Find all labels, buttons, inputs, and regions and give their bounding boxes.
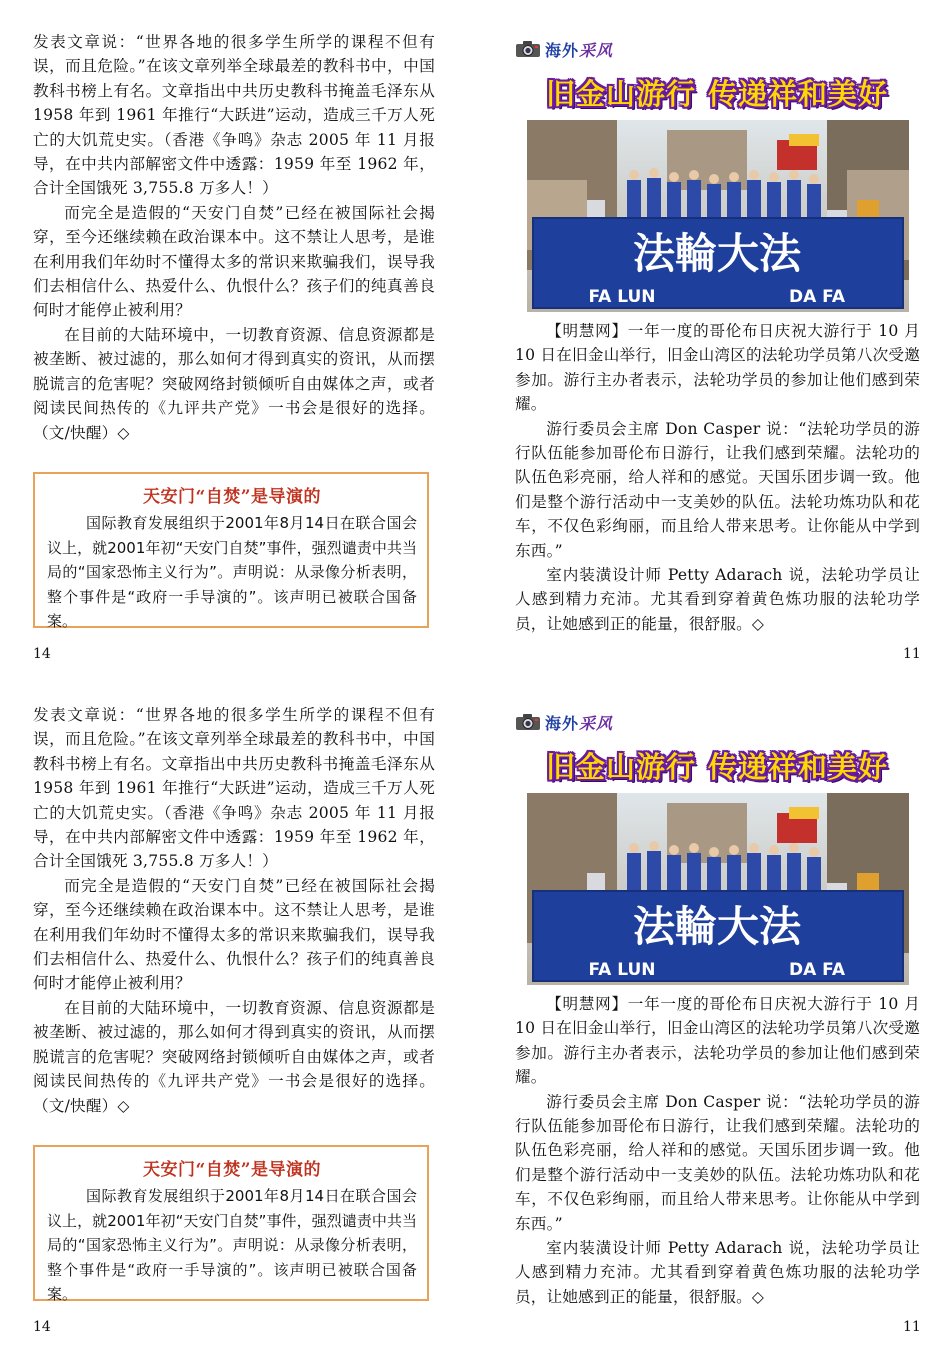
left-paragraph-1: 发表文章说：“世界各地的很多学生所学的课程不但有误，而且危险。”在该文章列举全球最差的教科书中，中国教科书榜上有名。文章指出中共历史教科书掩盖毛泽东从 1958 年到 1961 年推行“大跃进”运动，造成三千万人死亡的大饥荒史实。（香港《争鸣》杂志 2005 年 11 月报导，在中共内部解密文件中透露：1959 年至 1962 年，合计全国饿死 3,755.8 万多人！） bbox=[33, 33, 435, 198]
parade-photo bbox=[527, 120, 909, 312]
parade-photo bbox=[527, 793, 909, 985]
page-number-right: 11 bbox=[903, 646, 921, 662]
page-number-left: 14 bbox=[33, 646, 51, 662]
article-body bbox=[515, 992, 920, 1309]
sidebar-box-text: 国际教育发展组织于2001年8月14日在联合国会议上，就2001年初“天安门自焚”事件，强烈谴责中共当局的“国家恐怖主义行为”。声明说：从录像分析表明，整个事件是“政府一手导演的”。该声明已被联合国备案。 bbox=[47, 1187, 417, 1303]
sidebar-box-title: 天安门“自焚”是导演的 bbox=[142, 487, 322, 507]
left-paragraph-2: 而完全是造假的“天安门自焚”已经在被国际社会揭穿，至今还继续赖在政治课本中。这不禁让人思考，是谁在利用我们年幼时不懂得太多的常识来欺骗我们，误导我们去相信什么、热爱什么、仇恨什么？孩子们的纯真善良何时才能停止被利用？ bbox=[33, 876, 435, 993]
left-paragraph-3: 在目前的大陆环境中，一切教育资源、信息资源都是被垄断、被过滤的，那么如何才得到真实的资讯，从而摆脱谎言的危害呢？突破网络封锁倾听自由媒体之声，或者阅读民间热传的《九评共产党》一书会是很好的选择。（文/快醒）◇ bbox=[33, 325, 435, 442]
section-badge bbox=[515, 38, 613, 60]
sidebar-box bbox=[33, 1145, 429, 1301]
article-paragraph-2: 游行委员会主席 Don Casper 说：“法轮功学员的游行队伍能参加哥伦布日游行，让我们感到荣耀。法轮功的队伍色彩亮丽，给人祥和的感觉。天国乐团步调一致。他们是整个游行活动中一支美妙的队伍。法轮功炼功队和花车，不仅色彩绚丽，而且给人带来思考。让你能从中学到东西。” bbox=[515, 419, 920, 560]
page-number-left: 14 bbox=[33, 1319, 51, 1335]
banner-chinese-text: 法輪大法 bbox=[632, 902, 802, 951]
sidebar-box-title: 天安门“自焚”是导演的 bbox=[142, 1160, 322, 1180]
article-headline: 旧金山游行 传递祥和美好 bbox=[545, 76, 889, 111]
left-page-text bbox=[33, 703, 435, 1118]
page-number-right: 11 bbox=[903, 1319, 921, 1335]
spread-top bbox=[0, 0, 950, 672]
article-paragraph-1: 【明慧网】一年一度的哥伦布日庆祝大游行于 10 月 10 日在旧金山举行，旧金山湾区的法轮功学员第八次受邀参加。游行主办者表示，法轮功学员的参加让他们感到荣耀。 bbox=[515, 995, 920, 1087]
spread-bottom bbox=[0, 673, 950, 1345]
parade-illustration bbox=[527, 120, 909, 312]
banner-en-left: FA LUN bbox=[588, 960, 656, 980]
article-paragraph-3: 室内装潢设计师 Petty Adarach 说，法轮功学员让人感到精力充沛。尤其看到穿着黄色炼功服的法轮功学员，让她感到正的能量，很舒服。◇ bbox=[515, 1239, 920, 1306]
left-page-text bbox=[33, 30, 435, 445]
camera-icon bbox=[515, 713, 541, 731]
banner-en-left: FA LUN bbox=[588, 287, 656, 307]
section-badge bbox=[515, 711, 613, 733]
left-paragraph-1: 发表文章说：“世界各地的很多学生所学的课程不但有误，而且危险。”在该文章列举全球最差的教科书中，中国教科书榜上有名。文章指出中共历史教科书掩盖毛泽东从 1958 年到 1961 年推行“大跃进”运动，造成三千万人死亡的大饥荒史实。（香港《争鸣》杂志 2005 年 11 月报导，在中共内部解密文件中透露：1959 年至 1962 年，合计全国饿死 3,755.8 万多人！） bbox=[33, 706, 435, 871]
camera-icon bbox=[515, 40, 541, 58]
left-paragraph-3: 在目前的大陆环境中，一切教育资源、信息资源都是被垄断、被过滤的，那么如何才得到真实的资讯，从而摆脱谎言的危害呢？突破网络封锁倾听自由媒体之声，或者阅读民间热传的《九评共产党》一书会是很好的选择。（文/快醒）◇ bbox=[33, 998, 435, 1115]
article-body bbox=[515, 319, 920, 636]
left-paragraph-2: 而完全是造假的“天安门自焚”已经在被国际社会揭穿，至今还继续赖在政治课本中。这不禁让人思考，是谁在利用我们年幼时不懂得太多的常识来欺骗我们，误导我们去相信什么、热爱什么、仇恨什么？孩子们的纯真善良何时才能停止被利用？ bbox=[33, 203, 435, 320]
banner-chinese-text: 法輪大法 bbox=[632, 229, 802, 278]
banner-en-right: DA FA bbox=[788, 287, 846, 307]
sidebar-box bbox=[33, 472, 429, 628]
section-badge-label: 海外采风 bbox=[545, 40, 614, 60]
banner-en-right: DA FA bbox=[788, 960, 846, 980]
article-headline: 旧金山游行 传递祥和美好 bbox=[545, 749, 889, 784]
article-paragraph-3: 室内装潢设计师 Petty Adarach 说，法轮功学员让人感到精力充沛。尤其看到穿着黄色炼功服的法轮功学员，让她感到正的能量，很舒服。◇ bbox=[515, 566, 920, 633]
section-badge-label: 海外采风 bbox=[545, 713, 614, 733]
article-paragraph-1: 【明慧网】一年一度的哥伦布日庆祝大游行于 10 月 10 日在旧金山举行，旧金山湾区的法轮功学员第八次受邀参加。游行主办者表示，法轮功学员的参加让他们感到荣耀。 bbox=[515, 322, 920, 414]
parade-illustration bbox=[527, 793, 909, 985]
sidebar-box-text: 国际教育发展组织于2001年8月14日在联合国会议上，就2001年初“天安门自焚”事件，强烈谴责中共当局的“国家恐怖主义行为”。声明说：从录像分析表明，整个事件是“政府一手导演的”。该声明已被联合国备案。 bbox=[47, 514, 417, 630]
article-paragraph-2: 游行委员会主席 Don Casper 说：“法轮功学员的游行队伍能参加哥伦布日游行，让我们感到荣耀。法轮功的队伍色彩亮丽，给人祥和的感觉。天国乐团步调一致。他们是整个游行活动中一支美妙的队伍。法轮功炼功队和花车，不仅色彩绚丽，而且给人带来思考。让你能从中学到东西。” bbox=[515, 1092, 920, 1233]
